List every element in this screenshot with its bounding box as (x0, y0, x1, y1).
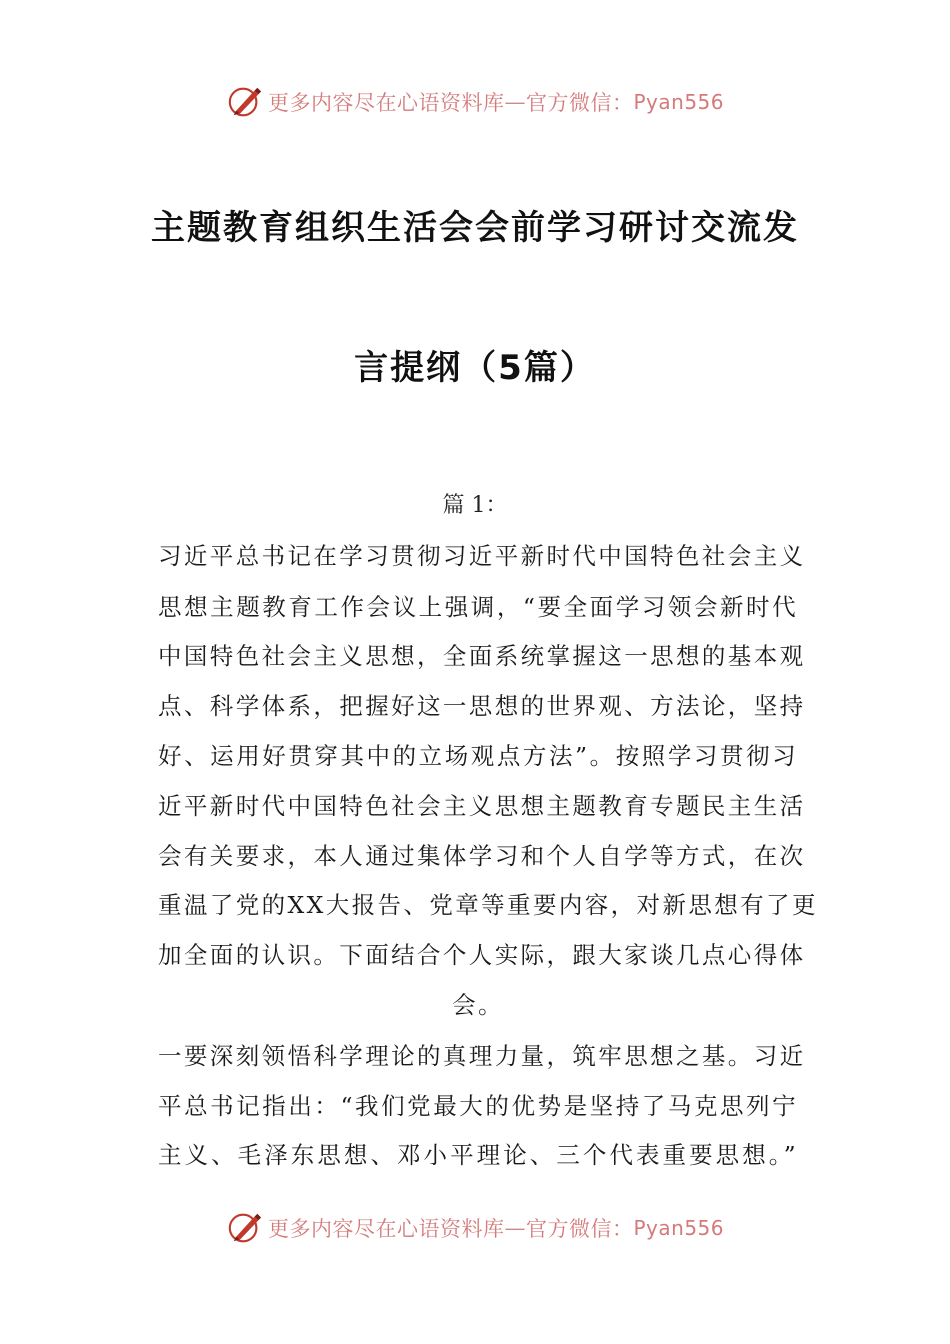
document-title-line-1: 主题教育组织生活会会前学习研讨交流发 (151, 208, 799, 248)
paragraph-line: 重温了党的XX大报告、党章等重要内容，对新思想有了更 (158, 891, 818, 919)
document-title-line-2: 言提纲（5篇） (354, 348, 596, 388)
paragraph-line: 点、科学体系，把握好这一思想的世界观、方法论，坚持 (158, 692, 806, 720)
watermark-text: 更多内容尽在心语资料库 (267, 91, 505, 115)
watermark-id: Pyan556 (633, 90, 724, 114)
watermark-label: 官方微信： (525, 1217, 634, 1241)
watermark-id: Pyan556 (633, 1216, 724, 1240)
watermark-separator: — (504, 90, 526, 114)
watermark-text: 更多内容尽在心语资料库 (267, 1217, 505, 1241)
paragraph-line: 近平新时代中国特色社会主义思想主题教育专题民主生活 (158, 792, 806, 820)
section-label: 篇 1： (442, 493, 508, 518)
pen-logo-icon (226, 83, 264, 121)
paragraph-line: 平总书记指出：“我们党最大的优势是坚持了马克思列宁 (158, 1092, 798, 1120)
pen-logo-icon (226, 1209, 264, 1247)
paragraph-line: 会有关要求，本人通过集体学习和个人自学等方式，在次 (158, 842, 806, 870)
paragraph-line: 主义、毛泽东思想、邓小平理论、三个代表重要思想。” (158, 1141, 798, 1169)
watermark-separator: — (504, 1216, 526, 1240)
paragraph-line: 加全面的认识。下面结合个人实际，跟大家谈几点心得体 (158, 941, 806, 969)
paragraph-line: 好、运用好贯穿其中的立场观点方法”。按照学习贯彻习 (158, 742, 798, 770)
header-watermark (0, 82, 950, 122)
footer-watermark (0, 1208, 950, 1248)
paragraph-line: 思想主题教育工作会议上强调，“要全面学习领会新时代 (158, 593, 798, 621)
paragraph-line: 会。 (452, 991, 504, 1019)
paragraph-line: 习近平总书记在学习贯彻习近平新时代中国特色社会主义 (158, 542, 806, 570)
paragraph-line: 中国特色社会主义思想，全面系统掌握这一思想的基本观 (158, 642, 806, 670)
watermark-label: 官方微信： (525, 91, 634, 115)
paragraph-line: 一要深刻领悟科学理论的真理力量，筑牢思想之基。习近 (158, 1042, 806, 1070)
